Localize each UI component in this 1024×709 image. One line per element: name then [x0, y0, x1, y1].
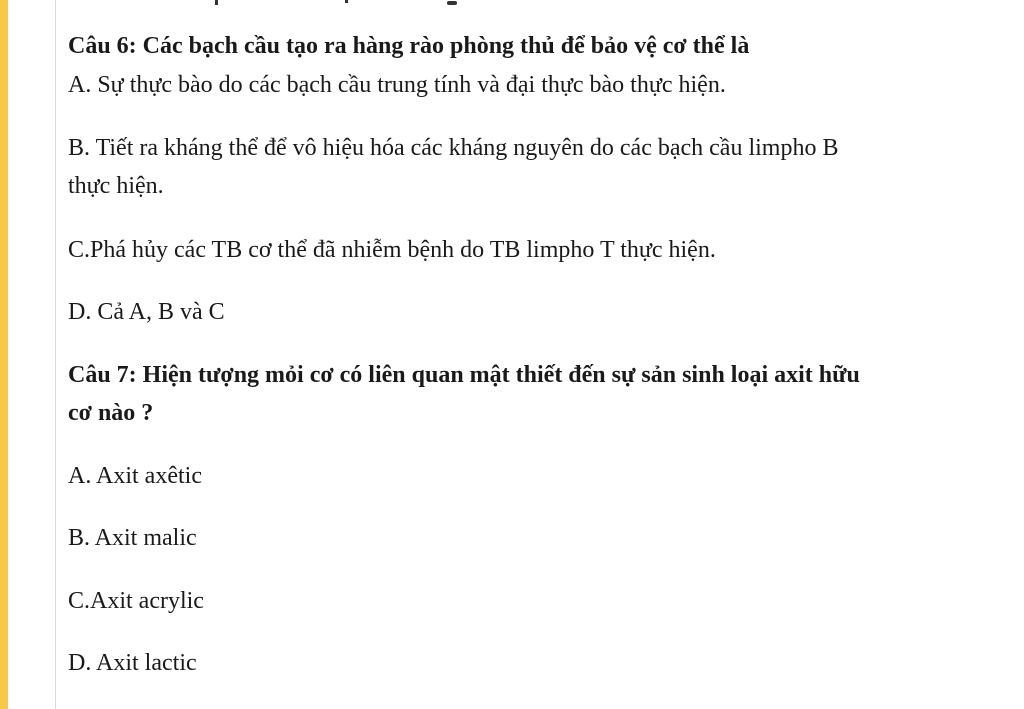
- question-6-option-b-line1: B. Tiết ra kháng thể để vô hiệu hóa các kháng nguyên do các bạch cầu limpho B: [68, 135, 839, 161]
- margin-rule: [55, 0, 56, 709]
- question-6-option-c: C.Phá hủy các TB cơ thể đã nhiễm bệnh do TB limpho T thực hiện.: [68, 237, 716, 263]
- question-6-option-a: A. Sự thực bào do các bạch cầu trung tính và đại thực bào thực hiện.: [68, 72, 726, 98]
- left-accent-bar: [0, 0, 8, 709]
- question-7-option-c: C.Axit acrylic: [68, 588, 204, 614]
- question-7-title-line1: Câu 7: Hiện tượng mỏi cơ có liên quan mật thiết đến sự sản sinh loại axit hữu: [68, 362, 860, 388]
- cropped-text-fragment: [215, 0, 475, 5]
- question-7-option-a: A. Axit axêtic: [68, 463, 202, 489]
- question-6-option-b-line2: thực hiện.: [68, 173, 164, 199]
- question-6-title: Câu 6: Các bạch cầu tạo ra hàng rào phòng thủ để bảo vệ cơ thể là: [68, 33, 750, 59]
- question-7-option-d: D. Axit lactic: [68, 650, 197, 676]
- question-6-option-d: D. Cả A, B và C: [68, 299, 225, 325]
- question-7-option-b: B. Axit malic: [68, 525, 197, 551]
- question-7-title-line2: cơ nào ?: [68, 400, 154, 426]
